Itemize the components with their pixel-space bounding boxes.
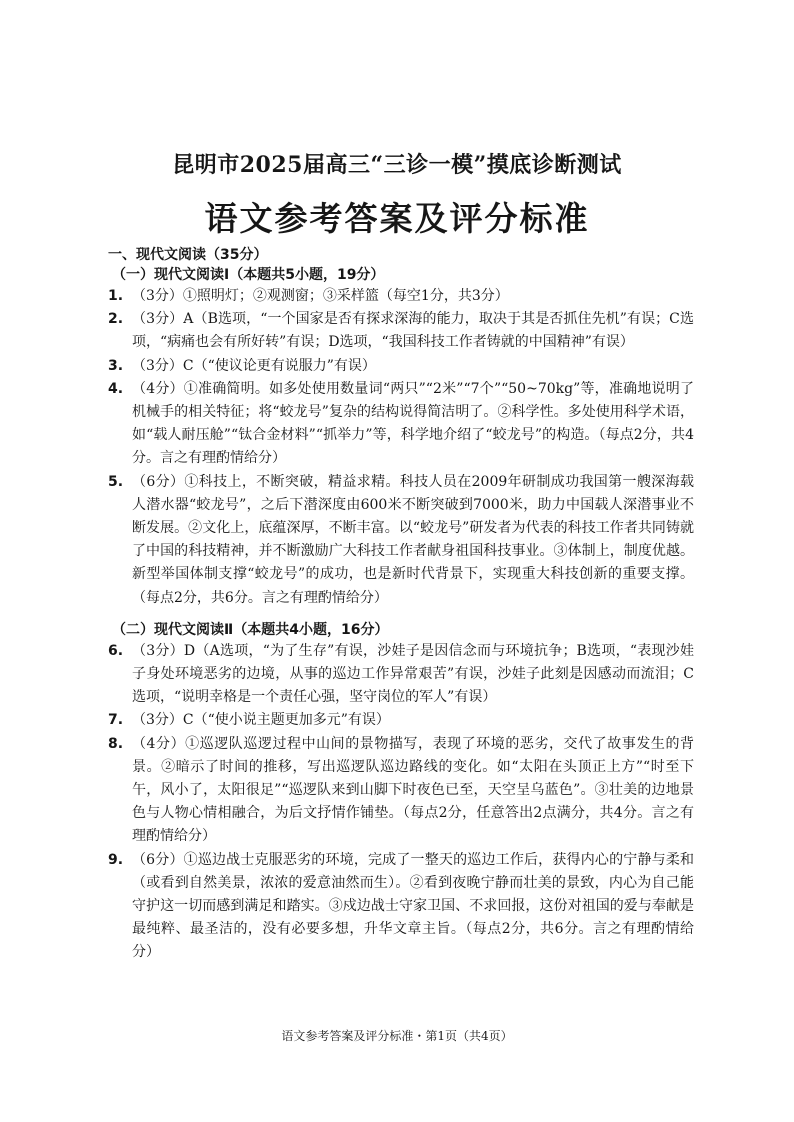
page-footer: 语文参考答案及评分标准・第1页（共4页）	[281, 1029, 513, 1043]
question-number: 5.	[108, 473, 124, 490]
question-number: 7.	[108, 712, 124, 729]
subsection-heading-reading-2: （二）现代文阅读Ⅱ（本题共4小题，16分）	[112, 621, 389, 638]
answer-item-9	[108, 849, 694, 965]
answer-content	[108, 245, 694, 965]
question-number: 2.	[108, 311, 124, 328]
answer-text: （4分）①准确简明。如多处使用数量词“两只”“2米”“7个”“50~70kg”等，准确地说明了机械手的相关特征；将“蛟龙号”复杂的结构说得简洁明了。②科学性。多处使用科学术语，如“载人耐压舱”“钛合金材料”“抓举力”等，科学地介绍了“蛟龙号”的构造。（每点2分，共4分。言之有理酌情给分）	[132, 380, 694, 467]
answer-text: （3分）C（“使议论更有说服力”有误）	[132, 357, 376, 374]
answer-item-5	[108, 471, 694, 610]
answer-text: （3分）C（“使小说主题更加多元”有误）	[132, 712, 390, 729]
answer-item-6	[108, 640, 694, 710]
question-number: 9.	[108, 851, 124, 868]
question-number: 1.	[108, 288, 124, 304]
question-number: 6.	[108, 642, 124, 659]
answer-item-1	[108, 285, 694, 308]
answer-text: （6分）①巡边战士克服恶劣的环境，完成了一整天的巡边工作后，获得内心的宁静与柔和（或看到自然美景，浓浓的爱意油然而生）。②看到夜晚宁静而壮美的景致，内心为自己能守护这一切而感到满足和踏实。③戍边战士守家卫国、不求回报，这份对祖国的爱与奉献是最纯粹、最圣洁的，没有必要多想，升华文章主旨。（每点2分，共6分。言之有理酌情给分）	[132, 851, 694, 961]
document-title: 语文参考答案及评分标准	[204, 199, 590, 238]
answer-text: （3分）D（A选项，“为了生存”有误，沙娃子是因信念而与环境抗争；B选项，“表现沙娃子身处环境恶劣的边境，从事的巡边工作异常艰苦”有误，沙娃子此刻是因感动而流泪；C选项，“说明幸格是一个责任心强，坚守岗位的军人”有误）	[132, 642, 694, 706]
subsection-heading-reading-1: （一）现代文阅读Ⅰ（本题共5小题，19分）	[112, 267, 385, 283]
answer-text: （6分）①科技上，不断突破，精益求精。科技人员在2009年研制成功我国第一艘深海载人潜水器“蛟龙号”，之后下潜深度由600米不断突破到7000米，助力中国载人深潜事业不断发展。②文化上，底蕴深厚，不断丰富。以“蛟龙号”研发者为代表的科技工作者共同铸就了中国的科技精神，并不断激励广大科技工作者献身祖国科技事业。③体制上，制度优越。新型举国体制支撑“蛟龙号”的成功，也是新时代背景下，实现重大科技创新的重要支撑。（每点2分，共6分。言之有理酌情给分）	[132, 473, 694, 606]
answer-item-8	[108, 733, 694, 849]
answer-item-2	[108, 308, 694, 354]
answer-item-3	[108, 355, 694, 378]
question-number: 3.	[108, 357, 124, 374]
answer-text: （3分）①照明灯；②观测窗；③采样篮（每空1分，共3分）	[132, 288, 509, 304]
answer-text: （3分）A（B选项，“一个国家是否有探求深海的能力，取决于其是否抓住先机”有误；C选项，“病痛也会有所好转”有误；D选项，“我国科技工作者铸就的中国精神”有误）	[132, 311, 694, 351]
exam-title: 昆明市2025届高三“三诊一模”摸底诊断测试	[172, 152, 622, 178]
answer-item-7	[108, 709, 694, 732]
section-heading-modern-reading: 一、现代文阅读（35分）	[108, 247, 268, 263]
question-number: 8.	[108, 735, 124, 752]
question-number: 4.	[108, 380, 124, 397]
answer-item-4	[108, 378, 694, 471]
answer-text: （4分）①巡逻队巡逻过程中山间的景物描写，表现了环境的恶劣，交代了故事发生的背景。②暗示了时间的推移，写出巡逻队巡边路线的变化。如“太阳在头顶正上方”“时至下午，风小了，太阳很足”“巡逻队来到山脚下时夜色已至，天空呈乌蓝色”。③壮美的边地景色与人物心情相融合，为后文抒情作铺垫。（每点2分，任意答出2点满分，共4分。言之有理酌情给分）	[132, 735, 694, 845]
